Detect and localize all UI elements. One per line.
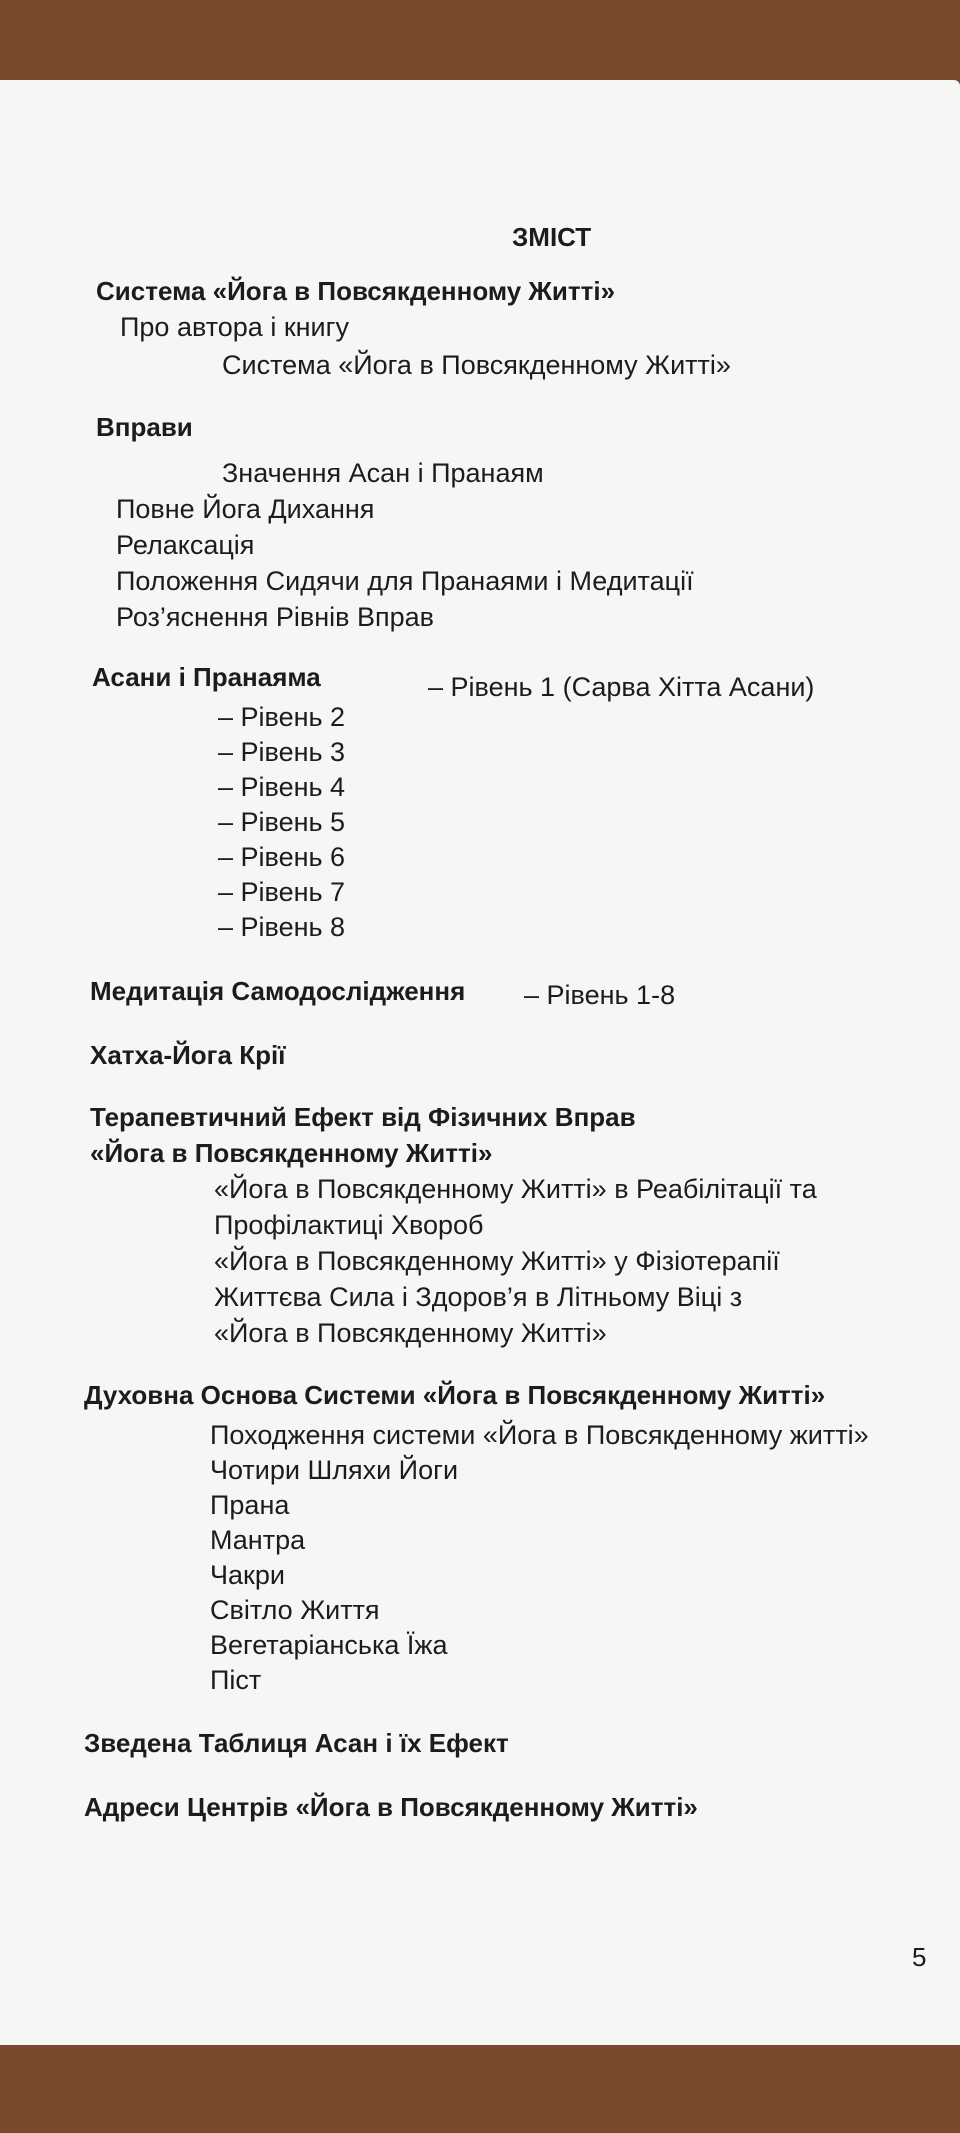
toc-item-prana: Прана [210,1490,290,1520]
toc-section-meditation: Медитація Самодослідження [90,976,466,1006]
toc-section-addresses: Адреси Центрів «Йога в Повсякденному Житті» [84,1792,698,1822]
toc-item-levels-explained: Роз’яснення Рівнів Вправ [116,602,435,632]
toc-item-sitting-positions: Положення Сидячи для Пранаями і Медитації [116,566,694,596]
toc-item-level-2: – Рівень 2 [218,702,346,732]
toc-section-system: Система «Йога в Повсякденному Житті» [96,276,616,306]
toc-item-old-age: Життєва Сила і Здоров’я в Літньому Віці з [214,1282,743,1312]
book-page [0,80,960,2045]
toc-item-four-paths: Чотири Шляхи Йоги [210,1455,459,1485]
toc-item-light-of-life: Світло Життя [210,1595,380,1625]
toc-item-mantra: Мантра [210,1525,306,1555]
toc-item-relaxation: Релаксація [116,530,255,560]
toc-item-about-author: Про автора і книгу [120,312,349,342]
toc-section-asanas: Асани і Пранаяма [92,662,321,692]
toc-section-therapy-cont: «Йога в Повсякденному Житті» [90,1138,493,1168]
toc-item-old-age-cont: «Йога в Повсякденному Житті» [214,1318,607,1348]
toc-item-level-8: – Рівень 8 [218,912,346,942]
toc-item-vegetarian: Вегетаріанська Їжа [210,1630,448,1660]
toc-section-spiritual: Духовна Основа Системи «Йога в Повсякденному Житті» [84,1380,826,1410]
page-number: 5 [912,1942,927,1972]
toc-section-therapy: Терапевтичний Ефект від Фізичних Вправ [90,1102,636,1132]
toc-item-level-6: – Рівень 6 [218,842,346,872]
toc-item-full-breathing: Повне Йога Дихання [116,494,375,524]
toc-item-asanas-meaning: Значення Асан і Пранаям [222,458,544,488]
toc-item-level-7: – Рівень 7 [218,877,346,907]
toc-item-fasting: Піст [210,1665,262,1695]
toc-item-origin: Походження системи «Йога в Повсякденному житті» [210,1420,869,1450]
toc-item-level-3: – Рівень 3 [218,737,346,767]
toc-item-chakras: Чакри [210,1560,285,1590]
toc-item-meditation-levels: – Рівень 1-8 [524,980,676,1010]
toc-item-level-1: – Рівень 1 (Сарва Хітта Асани) [428,672,815,702]
toc-section-kriyas: Хатха-Йога Крії [90,1040,286,1070]
toc-section-exercises: Вправи [96,412,193,442]
toc-item-prevention: Профілактиці Хвороб [214,1210,484,1240]
toc-item-level-4: – Рівень 4 [218,772,346,802]
toc-item-rehabilitation: «Йога в Повсякденному Житті» в Реабілітації та [214,1174,817,1204]
toc-title: ЗМІСТ [512,222,592,252]
toc-section-summary-table: Зведена Таблиця Асан і їх Ефект [84,1728,509,1758]
toc-item-physiotherapy: «Йога в Повсякденному Житті» у Фізіотерапії [214,1246,780,1276]
toc-item-system: Система «Йога в Повсякденному Житті» [222,350,731,380]
toc-item-level-5: – Рівень 5 [218,807,346,837]
